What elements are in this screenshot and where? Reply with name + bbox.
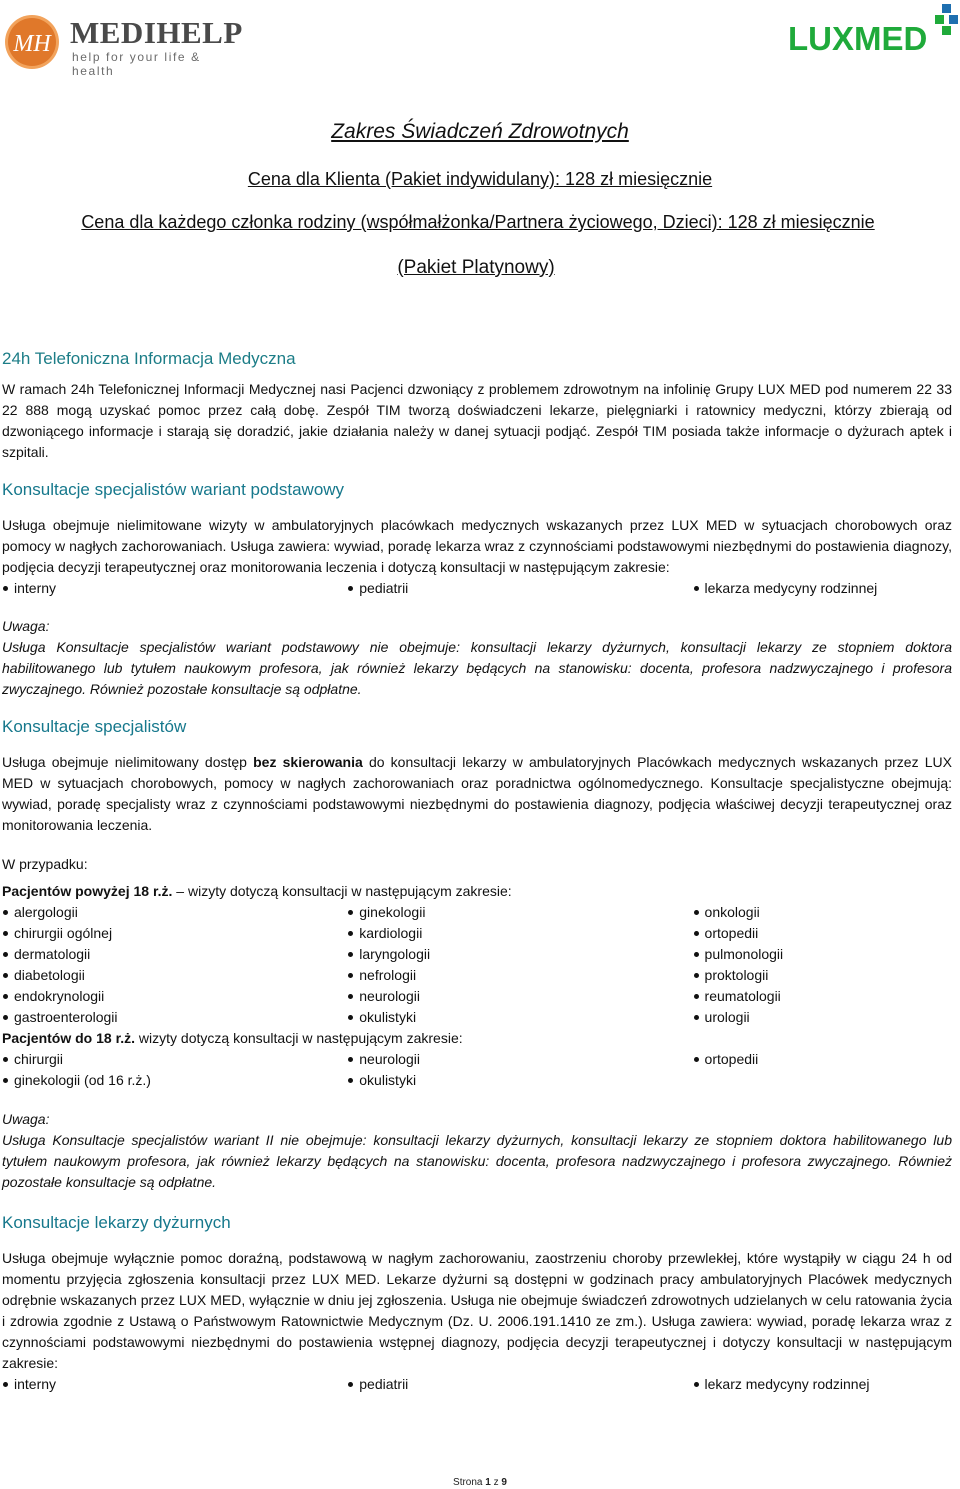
page-total: 9 — [501, 1477, 507, 1488]
medihelp-tagline: help for your life & health — [72, 50, 201, 78]
list-item: ortopedii — [693, 1049, 952, 1070]
luxmed-name: LUXMED — [788, 20, 928, 57]
list-item: neurologii — [347, 1049, 692, 1070]
list-item: chirurgii ogólnej — [2, 923, 347, 944]
list-item: interny — [2, 1374, 347, 1395]
document-title: Zakres Świadczeń Zdrowotnych — [331, 120, 629, 143]
list-item: laryngologii — [347, 944, 692, 965]
note-text: Usługa Konsultacje specjalistów wariant podstawowy nie obejmuje: konsultacji lekarzy dyżurnych, konsultacji lekarzy ze stopniem doktora habilitowanego lub tytułem naukowym profesora, jak również lekarzy będących na stanowisku: docenta, profesora nadzwyczajnego i profesora zwyczajnego. Również pozostałe konsultacje są odpłatne. — [2, 639, 952, 697]
adults-col-2 — [347, 902, 692, 1028]
list-item: proktologii — [693, 965, 952, 986]
adults-col-1 — [2, 902, 347, 1028]
page-footer — [0, 1477, 960, 1489]
list-item: alergologii — [2, 902, 347, 923]
page-label: Strona — [453, 1477, 483, 1488]
list-item: nefrologii — [347, 965, 692, 986]
list-item: ginekologii — [347, 902, 692, 923]
list-item: ginekologii (od 16 r.ż.) — [2, 1070, 347, 1091]
list-item: pulmonologii — [693, 944, 952, 965]
on-duty-list — [2, 1374, 952, 1395]
case-label: W przypadku: — [2, 856, 88, 872]
page-separator: z — [493, 1477, 499, 1488]
price-family: Cena dla każdego członka rodziny (współmałżonka/Partnera życiowego, Dzieci): 128 zł miesięcznie — [81, 212, 875, 232]
list-item: pediatrii — [347, 578, 692, 599]
list-item: gastroenterologii — [2, 1007, 347, 1028]
list-item: dermatologii — [2, 944, 347, 965]
list-item: okulistyki — [347, 1007, 692, 1028]
section-heading-on-duty: Konsultacje lekarzy dyżurnych — [2, 1213, 231, 1232]
price-client: Cena dla Klienta (Pakiet indywidulany): 128 zł miesięcznie — [247, 169, 713, 189]
section-text-basic-consult: Usługa obejmuje nielimitowane wizyty w ambulatoryjnych placówkach medycznych wskazanych przez LUX MED w sytuacjach chorobowych oraz pomocy w nagłych zachorowaniach. Usługa zawiera: wywiad, poradę lekarza wraz z czynnościami podstawowymi niezbędnymi do postawienia diagnozy, podjęcia decyzji terapeutycznej oraz monitorowania leczenia i dotyczą konsultacji w następującym zakresie: — [2, 517, 952, 575]
section-heading-tim: 24h Telefoniczna Informacja Medyczna — [2, 349, 296, 368]
kids-col-3 — [693, 1049, 952, 1091]
note-label: Uwaga: — [2, 618, 50, 634]
list-item: interny — [2, 578, 347, 599]
adults-specialty-list — [2, 902, 952, 1028]
section-heading-basic-consult: Konsultacje specjalistów wariant podstawowy — [2, 480, 345, 499]
section-text-on-duty: Usługa obejmuje wyłącznie pomoc doraźną, podstawową w nagłym zachorowaniu, zaostrzeniu choroby przewlekłej, które wystąpiły w ciągu 24 h od momentu przyjęcia zgłoszenia konsultacji przez LUX MED. Lekarze dyżurni są dostępni w godzinach pracy ambulatoryjnych Placówek medycznych odrębnie wskazanych przez LUX MED, wyłącznie w dniu jej zgłoszenia. Usługa nie obejmuje świadczeń zdrowotnych udzielanych w celu ratowania życia i zdrowia zgodnie z Ustawą o Państwowym Ratownictwie Medycznym (Dz. U. 2006.191.1410 ze zm.). Usługa zawiera: wywiad, poradę lekarza wraz z czynnościami podstawowymi niezbędnymi do postawienia wstępnej diagnozy, podjęcia decyzji terapeutycznej i dotyczy konsultacji w następującym zakresie: — [2, 1250, 952, 1371]
list-item: neurologii — [347, 986, 692, 1007]
package-name: (Pakiet Platynowy) — [397, 257, 555, 278]
list-item: kardiologii — [347, 923, 692, 944]
adults-col-3 — [693, 902, 952, 1028]
list-item: lekarza medycyny rodzinnej — [693, 578, 952, 599]
list-item: chirurgii — [2, 1049, 347, 1070]
adults-intro: Pacjentów powyżej 18 r.ż. – wizyty dotyczą konsultacji w następującym zakresie: — [2, 883, 512, 899]
note-label: Uwaga: — [2, 1111, 50, 1127]
list-item: ortopedii — [693, 923, 952, 944]
list-item: endokrynologii — [2, 986, 347, 1007]
list-item: pediatrii — [347, 1374, 692, 1395]
section-text-specialists: Usługa obejmuje nielimitowany dostęp bez skierowania do konsultacji lekarzy w ambulatoryjnych Placówkach medycznych wskazanych przez LUX MED w sytuacjach chorobowych, pomocy w nagłych zachorowaniach oraz poradnictwa ogólnomedycznego. Konsultacje specjalistyczne obejmują: wywiad, poradę specjalisty wraz z czynnościami podstawowymi niezbędnymi do postawienia diagnozy, podjęcia właściwej decyzji terapeutycznej oraz monitorowania leczenia. — [2, 754, 952, 833]
list-item: okulistyki — [347, 1070, 692, 1091]
section-text-tim: W ramach 24h Telefonicznej Informacji Medycznej nasi Pacjenci dzwoniący z problemem zdrowotnym na infolinię Grupy LUX MED pod numerem 22 33 22 888 mogą uzyskać pomoc przez całą dobę. Zespół TIM tworzą doświadczeni lekarze, pielęgniarki i ratownicy medyczni, którzy zbierają od dzwoniącego informacje i starają się doradzić, jakie działania należy w danej sytuacji podjąć. Zespół TIM posiada także informacje o dyżurach aptek i szpitali. — [2, 381, 952, 460]
document-body — [2, 348, 952, 1395]
note-text: Usługa Konsultacje specjalistów wariant II nie obejmuje: konsultacji lekarzy dyżurnych, konsultacji lekarzy ze stopniem doktora habilitowanego lub tytułem naukowym profesora, jak również lekarzy będących na stanowisku: docenta, profesora nadzwyczajnego i profesora zwyczajnego. Również pozostałe konsultacje są odpłatne. — [2, 1132, 952, 1190]
list-item: reumatologii — [693, 986, 952, 1007]
section-heading-specialists: Konsultacje specjalistów — [2, 717, 187, 736]
kids-col-1 — [2, 1049, 347, 1091]
list-item: urologii — [693, 1007, 952, 1028]
medihelp-logo — [4, 6, 244, 78]
no-referral-emphasis: bez skierowania — [253, 754, 363, 770]
list-item: diabetologii — [2, 965, 347, 986]
list-item: lekarz medycyny rodzinnej — [693, 1374, 952, 1395]
luxmed-cross-icon — [918, 2, 960, 48]
page-current: 1 — [485, 1477, 491, 1488]
kids-intro: Pacjentów do 18 r.ż. wizyty dotyczą konsultacji w następującym zakresie: — [2, 1030, 463, 1046]
kids-col-2 — [347, 1049, 692, 1091]
medihelp-name: MEDIHELP — [70, 15, 243, 50]
basic-consult-list — [2, 578, 952, 599]
medihelp-monogram: MH — [13, 31, 51, 57]
medihelp-monogram-icon — [4, 14, 60, 70]
kids-specialty-list — [2, 1049, 952, 1091]
luxmed-logo — [788, 2, 960, 58]
list-item: onkologii — [693, 902, 952, 923]
